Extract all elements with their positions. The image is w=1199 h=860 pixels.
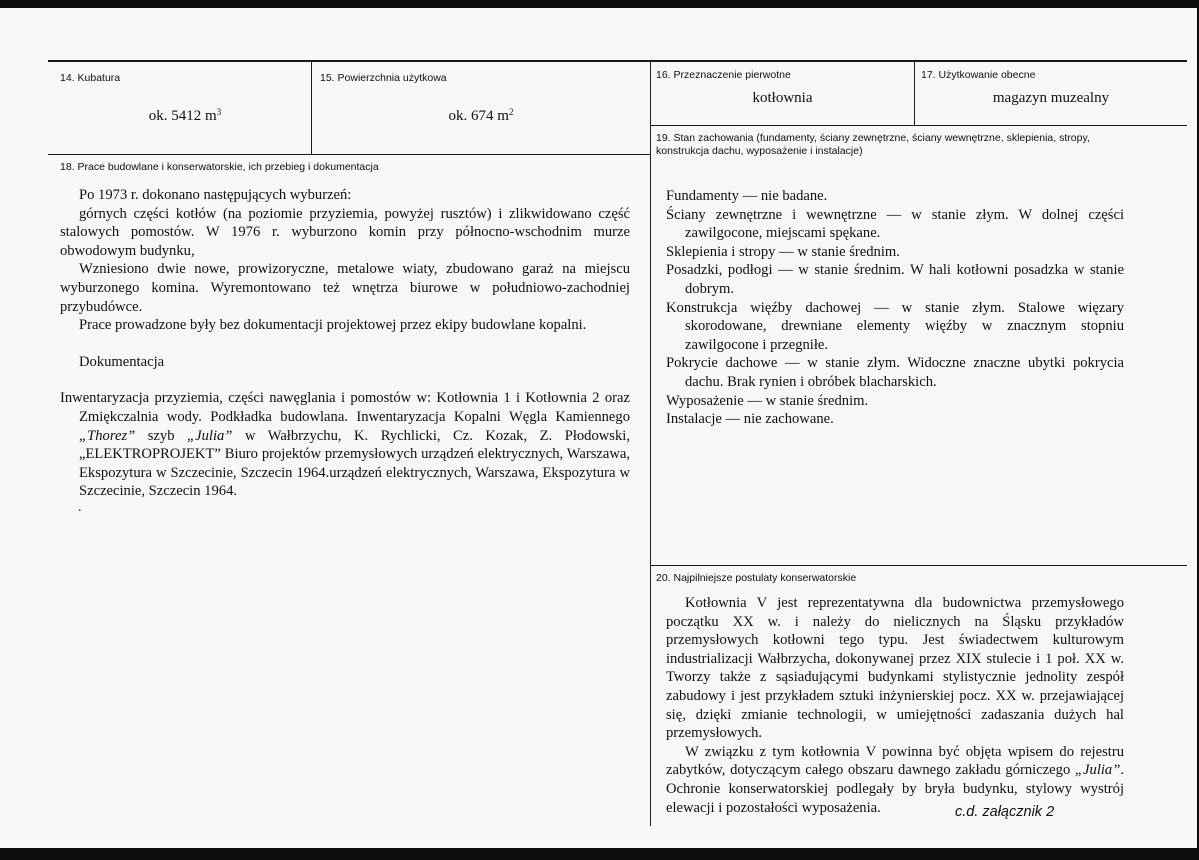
center-divider — [650, 61, 651, 826]
condition-item: Konstrukcja więźby dachowej — w stanie złym. Stalowe więzary skorodowane, drewniane elementy więźby w znacznym stopniu zawilgocone i przegniłe. — [666, 299, 1124, 353]
rule-above-18 — [48, 154, 650, 155]
condition-item: Pokrycie dachowe — w stanie złym. Widoczne znaczne ubytki pokrycia dachu. Brak rynien i obróbek blacharskich. — [666, 355, 1124, 390]
field-18-content — [60, 186, 630, 515]
documentation-heading: Dokumentacja — [79, 353, 165, 370]
trailing-dot: . — [78, 499, 82, 515]
rule-above-20 — [651, 565, 1187, 566]
field-15-label: 15. Powierzchnia użytkowa — [320, 72, 447, 84]
postulate-paragraph: Kotłownia V jest reprezentatywna dla budownictwa przemysłowego początku XX w. i należy do nielicznych na Śląsku przykładów przemysłowych kotłowni tego typu. Jest świadectwem kulturowym industrializacji Wałbrzycha, dokonywanej przez XIX stulecie i 1 poł. XX w. Tworzy także z sąsiadującymi budynkami stylistycznie jednolity zespół zabudowy i jest przykładem sztuki inżynierskiej pocz. XX w. przejawiającej się, dzięki zmianie technologii, w umiejętności zadaszania dużych hal przemysłowych. — [666, 595, 1124, 742]
field-16-label: 16. Przeznaczenie pierwotne — [656, 69, 791, 81]
field-16-value: kotłownia — [752, 90, 813, 106]
works-paragraph: górnych części kotłów (na poziomie przyziemia, powyżej rusztów) i zlikwidowano część stalowych pomostów. W 1976 r. wyburzono komin przy północno-wschodnim murze obwodowym budynku, — [60, 205, 630, 259]
field-17-label: 17. Użytkowanie obecne — [921, 69, 1036, 81]
field-14-value: ok. 5412 $m^3$ — [148, 107, 222, 124]
postulate-paragraph: W związku z tym kotłownia V powinna być objęta wpisem do rejestru zabytków, dotyczącym całego obszaru dawnego zakładu górniczego „Julia”. Ochronie konserwatorskiej podlegały by bryła budynku, stylowy wystrój elewacji i pozostałości wyposażenia. — [666, 743, 1124, 816]
condition-item: Wyposażenie — w stanie średnim. — [666, 392, 869, 409]
condition-item: Sklepienia i stropy — w stanie średnim. — [666, 243, 900, 260]
works-paragraph: Po 1973 r. dokonano następujących wyburzeń: — [79, 187, 352, 203]
condition-item: Fundamenty — nie badane. — [666, 188, 828, 204]
condition-item: Instalacje — nie zachowane. — [666, 411, 834, 428]
top-rule — [48, 60, 1187, 62]
condition-item: Ściany zewnętrzne i wewnętrzne — w stanie złym. W dolnej części zawilgocone, miejscami spękane. — [666, 206, 1124, 242]
field-19-label: 19. Stan zachowania (fundamenty, ściany zewnętrzne, ściany wewnętrzne, sklepienia, stropy, konstrukcja dachu, wyposażenie i instalacje) — [656, 132, 1090, 157]
field-15-value: ok. 674 $m^2$ — [448, 107, 514, 124]
field-18-label: 18. Prace budowlane i konserwatorskie, ich przebieg i dokumentacja — [60, 161, 379, 173]
rule-above-19 — [651, 125, 1187, 126]
field-20-label: 20. Najpilniejsze postulaty konserwatorskie — [656, 572, 857, 584]
field-17-value: magazyn muzealny — [992, 90, 1110, 106]
field-19-content — [666, 187, 1124, 429]
documentation-entry: Inwentaryzacja przyziemia, części nawęglania i pomostów w: Kotłownia 1 i Kotłownia 2 oraz Zmiękczalnia wody. Podkładka budowlana. Inwentaryzacja Kopalni Węgla Kamiennego „Thorez” szyb „Julia” w Wałbrzychu, K. Rychlicki, Cz. Kozak, Z. Płodowski, „ELEKTROPROJEKT” Biuro projektów przemysłowych urządzeń elektrycznych, Warszawa, Ekspozytura w Szczecinie, Szczecin 1964.urządzeń elektrycznych, Warszawa, Ekspozytura w Szczecinie, Szczecin 1964. — [60, 390, 630, 500]
field-20-content — [666, 594, 1124, 817]
works-paragraph: Wzniesiono dwie nowe, prowizoryczne, metalowe wiaty, zbudowano garaż na miejscu wyburzonego komina. Wyremontowano też wnętrza biurowe w południowo-zachodniej przybudówce. — [60, 261, 630, 315]
condition-item: Posadzki, podłogi — w stanie średnim. W hali kotłowni posadzka w stanie dobrym. — [666, 262, 1124, 297]
continued-note: c.d. załącznik 2 — [955, 804, 1055, 820]
works-paragraph: Prace prowadzone były bez dokumentacji projektowej przez ekipy budowlane kopalni. — [79, 317, 587, 334]
field-14-label: 14. Kubatura — [60, 72, 121, 84]
